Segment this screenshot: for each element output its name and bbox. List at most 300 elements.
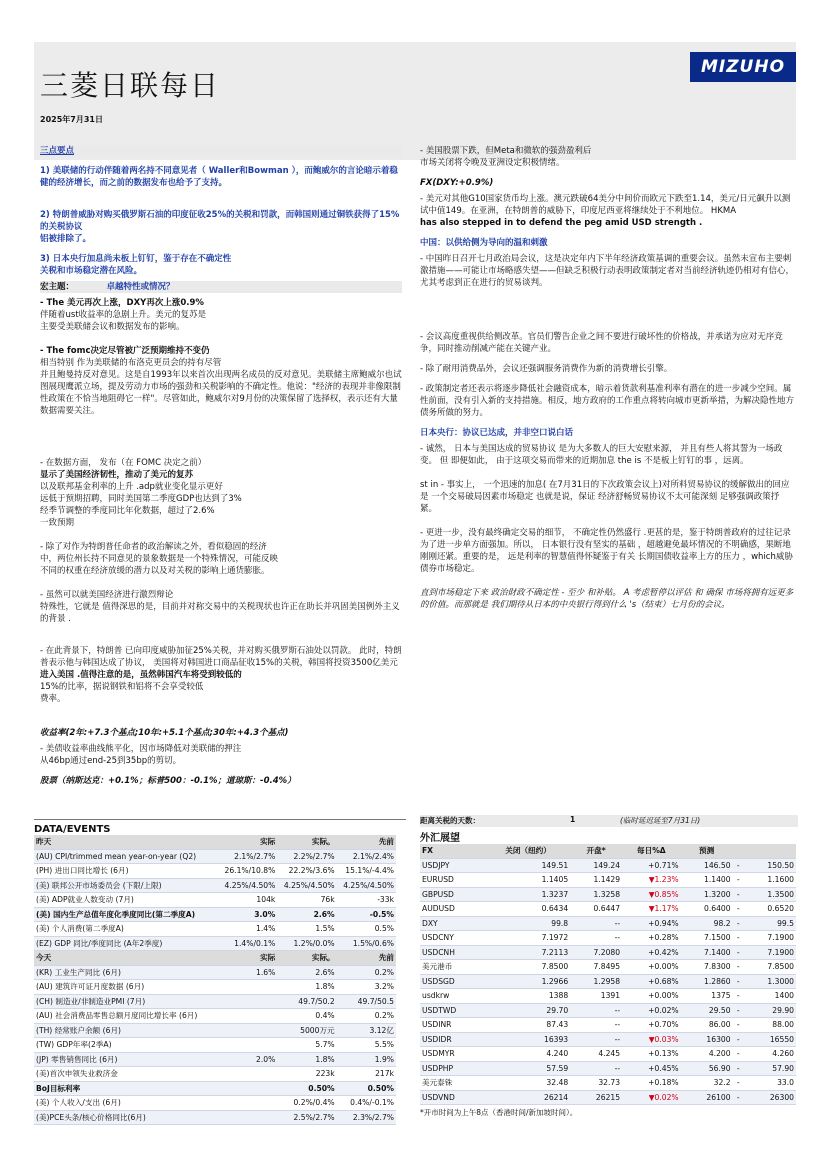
fx-value: -- <box>570 1018 622 1033</box>
event-value <box>218 1009 277 1024</box>
event-name: (AU) 社会消费品零售总额月度同比增长率 (6月) <box>34 1009 218 1024</box>
fx-value: 0.6434 <box>486 902 570 917</box>
bullet-3e: 经季节调整的季度同比年化数据，超过了2.6% <box>40 506 215 516</box>
boj-1: - 诚然， 日本与美国达成的贸易协议 是为大多数人的巨大安慰来源， 并且有些人将其誓为一场政变。 但 即便如此， 由于这项交易而带来的近期加息 the is 不是板上钉钉的事 ，远离。 <box>420 444 783 466</box>
event-value: 26.1%/10.8% <box>218 864 277 879</box>
fx-value: 32.73 <box>570 1076 622 1091</box>
fx-row <box>420 1003 796 1018</box>
fx-value: +0.45% <box>622 1061 681 1076</box>
fx-pair: USDCNH <box>420 945 486 960</box>
event-value: -33k <box>337 893 396 908</box>
fx-pair: DXY <box>420 916 486 931</box>
event-value: 2.6% <box>277 907 336 922</box>
table-row <box>34 1110 396 1125</box>
bullet-3b: 显示了美国经济韧性，推动了美元的复苏 <box>40 470 194 480</box>
boj-4: 直到市场稳定下来 政治財政不确定性 - 至少 和补贴。 A 考虑暂停以评估 和 确保 市场将拥有远更多的价值。而那就是 我们期待从日本的中央银行得到什么 's（结束）七月份的会议。 <box>420 588 794 610</box>
fx-value: -- <box>570 931 622 946</box>
bullet-3d: 远低于预期招聘，同时美国第二季度GDP也达到了3% <box>40 494 242 504</box>
fx-value: 7.1400 <box>681 945 733 960</box>
fx-pair: USDIDR <box>420 1032 486 1047</box>
event-value <box>218 1096 277 1111</box>
fx-value: 1.1429 <box>570 873 622 888</box>
fx-value: 56.90 <box>681 1061 733 1076</box>
fx-row <box>420 916 796 931</box>
fx-title: 外汇展望 <box>420 833 460 844</box>
fx-value: 7.8500 <box>744 960 796 975</box>
event-name: (美) 联邦公开市场委员会 (下限/上限) <box>34 878 218 893</box>
bullet-6b: 进入美国 .值得注意的是，虽然韩国汽车将受到较低的 <box>40 670 242 680</box>
fx-value: 57.90 <box>744 1061 796 1076</box>
fx-value: 1.2958 <box>570 974 622 989</box>
fx-row <box>420 989 796 1004</box>
event-value: 4.25%/4.50% <box>337 878 396 893</box>
fx-value: 87.43 <box>486 1018 570 1033</box>
fx-row <box>420 1061 796 1076</box>
fx-pair: USDINR <box>420 1018 486 1033</box>
fx-value: 7.8500 <box>486 960 570 975</box>
fx-pair: USDMYR <box>420 1047 486 1062</box>
fx-pair: USDTWD <box>420 1003 486 1018</box>
fx-pair: 美元泰铢 <box>420 1076 486 1091</box>
fx-header-cell: FX <box>420 844 486 858</box>
fx-value: 26214 <box>486 1090 570 1105</box>
event-name: (PH) 进出口同比增长 (6月) <box>34 864 218 879</box>
event-value: 先前 <box>337 835 396 849</box>
event-name: (美) 个人消费(第二季度A) <box>34 922 218 937</box>
fx-value: ▼1.17% <box>622 902 681 917</box>
table-row <box>34 1081 396 1096</box>
event-name: (AU) CPI/trimmed mean year-on-year (Q2) <box>34 849 218 864</box>
right-column <box>420 145 796 611</box>
fx-value: 1388 <box>486 989 570 1004</box>
fx-value: +0.28% <box>622 931 681 946</box>
bullet-6d: 费率。 <box>40 694 66 704</box>
event-name: (美) 国内生产总值年度化季度同比(第二季度A) <box>34 907 218 922</box>
fx-header-cell: 关闭（纽约） <box>486 844 570 858</box>
bullet-6c: 15%的比率，据说钢铁和铝将不会享受较低 <box>40 682 204 692</box>
fx-value: 33.0 <box>744 1076 796 1091</box>
event-value <box>218 1038 277 1053</box>
table-row <box>34 878 396 893</box>
event-name: (美) ADP就业人数变动 (7月) <box>34 893 218 908</box>
event-name: (美)首次申领失业救济金 <box>34 1067 218 1082</box>
fx-value: 29.50 <box>681 1003 733 1018</box>
point-1: 1) 美联储的行动伴随着两名持不同意见者（ Waller和Bowman ），而鲍威尔的言论暗示着稳健的经济增长，而之前的数据发布也给予了支持。 <box>40 166 398 188</box>
event-value: 0.4% <box>277 1009 336 1024</box>
event-value: 1.8% <box>277 1052 336 1067</box>
event-value: 2.2%/2.7% <box>277 849 336 864</box>
fx-value: 1.2860 <box>681 974 733 989</box>
event-value: 0.50% <box>337 1081 396 1096</box>
fx-row <box>420 1018 796 1033</box>
fx-value: 4.200 <box>681 1047 733 1062</box>
fx-value: - <box>733 989 744 1004</box>
right-1a: - 美国股票下跌，但Meta和微软的强劲盈利后 <box>420 146 592 156</box>
right-1b: 市场关闭将令晚及亚洲设定积极情绪。 <box>420 158 565 168</box>
fx-value: 7.1972 <box>486 931 570 946</box>
fx-row <box>420 1032 796 1047</box>
fx-row <box>420 1047 796 1062</box>
event-value: 5.5% <box>337 1038 396 1053</box>
fx-value: 1.1400 <box>681 873 733 888</box>
fx-row <box>420 858 796 873</box>
fx-value: 1.3000 <box>744 974 796 989</box>
fx-header-cell: 预测 <box>681 844 733 858</box>
event-value: 15.1%/-4.4% <box>337 864 396 879</box>
event-value: 22.2%/3.6% <box>277 864 336 879</box>
china-3: - 除了耐用消费品外，会议还强调服务消费作为新的消费增长引擎。 <box>420 364 673 374</box>
fx-value: ▼0.85% <box>622 887 681 902</box>
fx-value: 7.8300 <box>681 960 733 975</box>
fx-value: - <box>733 1061 744 1076</box>
fx-value: -- <box>570 916 622 931</box>
event-value: 1.4% <box>218 922 277 937</box>
fx-table <box>420 844 796 1105</box>
bullet-1b: 伴随着ust收益率的急剧上升。美元的复苏是 <box>40 310 207 320</box>
fx-value: +0.71% <box>622 858 681 873</box>
fx-value: - <box>733 1076 744 1091</box>
event-value: 3.0% <box>218 907 277 922</box>
fx-row <box>420 974 796 989</box>
bullet-5b: 特殊性，它就是 值得深思的是，目前并对称交易中的关税现状也许正在助长并巩固美国例外主义的背景 . <box>40 602 400 624</box>
fx-value: 26215 <box>570 1090 622 1105</box>
stocks-heading: 股票（纳斯达克：+0.1%；标普500：-0.1%；道琼斯：-0.4%） <box>40 776 296 786</box>
event-value: 2.6% <box>277 965 336 980</box>
fx-value: ▼0.02% <box>622 1090 681 1105</box>
event-value: 0.5% <box>337 922 396 937</box>
bullet-1c: 主要受美联储会议和数据发布的影响。 <box>40 322 185 332</box>
event-name: (CH) 制造业/非制造业PMI (7月) <box>34 994 218 1009</box>
fx-value: 1.3258 <box>570 887 622 902</box>
events-table <box>34 835 396 1125</box>
fx-heading: FX(DXY:+0.9%) <box>420 178 494 188</box>
boj-heading: 日本央行：协议已达成，并非空口说白话 <box>420 428 574 438</box>
fx-value: 16550 <box>744 1032 796 1047</box>
event-value: 2.5%/2.7% <box>277 1110 336 1125</box>
fx-row <box>420 1076 796 1091</box>
events-title: DATA/EVENTS <box>34 824 111 835</box>
events-header-yesterday <box>34 835 396 849</box>
fx-value: 26100 <box>681 1090 733 1105</box>
fx-value: - <box>733 945 744 960</box>
event-value <box>218 1067 277 1082</box>
event-value: 1.6% <box>218 965 277 980</box>
fx-value: 86.00 <box>681 1018 733 1033</box>
event-name: (EZ) GDP 同比/季度同比 (A年2季度) <box>34 936 218 951</box>
event-value: 实际 <box>218 951 277 966</box>
fx-value: 149.24 <box>570 858 622 873</box>
bullet-2a: - The fomc决定尽管被广泛预期维持不变仍 <box>40 346 210 356</box>
event-value: 217k <box>337 1067 396 1082</box>
event-value: 实际。 <box>277 951 336 966</box>
fx-value: ▼1.23% <box>622 873 681 888</box>
fx-value: 57.59 <box>486 1061 570 1076</box>
fx-value: 26300 <box>744 1090 796 1105</box>
left-column <box>40 145 402 787</box>
event-value: -0.5% <box>337 907 396 922</box>
event-value <box>218 994 277 1009</box>
bullet-4: - 除了对作为特朗普任命者的政治解读之外，看似稳固的经济中，两位州长持不同意见的景象数据是一个特殊情况，可能反映不同的权重在经济放缓的潜力以及对关税的影响上通货膨胀。 <box>40 542 279 576</box>
page-title: 三菱日联每日 <box>40 69 221 102</box>
report-date: 2025年7月31日 <box>40 115 103 124</box>
fx-value: 7.1500 <box>681 931 733 946</box>
table-row <box>34 907 396 922</box>
china-heading: 中国：以供给侧为导向的温和刺激 <box>420 238 548 248</box>
bullet-3f: 一致预期 <box>40 518 75 528</box>
event-value <box>218 1023 277 1038</box>
event-value: 0.2%/0.4% <box>277 1096 336 1111</box>
fx-value: 1.3500 <box>744 887 796 902</box>
event-value: 0.2% <box>337 965 396 980</box>
fx-value: +0.13% <box>622 1047 681 1062</box>
fx-value: - <box>733 1003 744 1018</box>
fx-pair: EURUSD <box>420 873 486 888</box>
table-row <box>34 994 396 1009</box>
event-name: (TW) GDP年率(2季A) <box>34 1038 218 1053</box>
event-value: 4.25%/4.50% <box>218 878 277 893</box>
event-value: 5000万元 <box>277 1023 336 1038</box>
event-value: 4.25%/4.50% <box>277 878 336 893</box>
bullet-2c: 并且鲍曼持反对意见。这是自1993年以来首次出现两名成员的反对意见。美联储主席鲍威尔也试图展现鹰派立场，提及劳动力市场的强劲和关税影响的不确定性。他说："经济的表现并非像限制性政策在不恰当地阻碍它一样"。尽管如此，鲍威尔对9月份的决策保留了选择权，表示还有大量数据需要关注。 <box>40 370 402 416</box>
events-header-today <box>34 951 396 966</box>
event-value: 104k <box>218 893 277 908</box>
event-value <box>218 980 277 995</box>
event-value: 实际。 <box>277 835 336 849</box>
fx-row <box>420 960 796 975</box>
fx-value: 16300 <box>681 1032 733 1047</box>
fx-value: ▼0.03% <box>622 1032 681 1047</box>
fx-row <box>420 931 796 946</box>
event-name: (美) 个人收入/支出 (6月) <box>34 1096 218 1111</box>
fx-value: 7.2080 <box>570 945 622 960</box>
yield-heading: 收益率(2年:+7.3个基点;10年:+5.1个基点;30年:+4.3个基点) <box>40 728 289 738</box>
table-row <box>34 1052 396 1067</box>
event-name: 今天 <box>34 951 218 966</box>
table-row <box>34 1038 396 1053</box>
yield-line-a: - 美债收益率曲线熊平化，因市场降低对美联储的押注 <box>40 744 242 754</box>
fx-value: 146.50 <box>681 858 733 873</box>
fx-value: 7.8495 <box>570 960 622 975</box>
fx-value: +0.70% <box>622 1018 681 1033</box>
fx-value: - <box>733 916 744 931</box>
fx-pair: USDSGD <box>420 974 486 989</box>
event-name: (JP) 零售销售同比 (6月) <box>34 1052 218 1067</box>
point-2: 2) 特朗普威胁对购买俄罗斯石油的印度征收25%的关税和罚款，而韩国则通过铜铁获得了15%的关税协议 <box>40 210 400 232</box>
event-value: 76k <box>277 893 336 908</box>
event-value: 1.5% <box>277 922 336 937</box>
fx-value: +0.68% <box>622 974 681 989</box>
fx-row <box>420 873 796 888</box>
bullet-2b: 相当特别 作为美联储的布洛克更员会的持有尽管 <box>40 358 222 368</box>
fx-value: - <box>733 1032 744 1047</box>
event-value: 1.5%/0.6% <box>337 936 396 951</box>
event-name: (TH) 经常账户余额 (6月) <box>34 1023 218 1038</box>
fx-row <box>420 945 796 960</box>
event-value: 3.12亿 <box>337 1023 396 1038</box>
macro-heading: 宏主题： 卓越特性或情况？ <box>40 281 402 293</box>
fx-row <box>420 902 796 917</box>
fx-pair: AUDUSD <box>420 902 486 917</box>
table-row <box>34 1009 396 1024</box>
table-row <box>34 1067 396 1082</box>
fx-value: -- <box>570 1061 622 1076</box>
bullet-1a: - The 美元再次上涨，DXY再次上涨0.9% <box>40 298 204 308</box>
point-3b: 关税和市场稳定潜在风险。 <box>40 266 143 276</box>
fx-text-b: has also stepped in to defend the peg amid USD strength . <box>420 218 703 228</box>
fx-value: 1.3237 <box>486 887 570 902</box>
fx-pair: usdkrw <box>420 989 486 1004</box>
fx-value: 1.1405 <box>486 873 570 888</box>
table-row <box>34 849 396 864</box>
fx-value: 1375 <box>681 989 733 1004</box>
event-value: 223k <box>277 1067 336 1082</box>
fx-value: - <box>733 974 744 989</box>
event-value: 实际 <box>218 835 277 849</box>
fx-value: 99.5 <box>744 916 796 931</box>
fx-value: +0.42% <box>622 945 681 960</box>
fx-pair: GBPUSD <box>420 887 486 902</box>
three-points-heading: 三点要点 <box>40 145 402 157</box>
fx-value: - <box>733 931 744 946</box>
event-value: 0.4%/-0.1% <box>337 1096 396 1111</box>
fx-value: - <box>733 960 744 975</box>
fx-value: 0.6520 <box>744 902 796 917</box>
fx-value: +0.02% <box>622 1003 681 1018</box>
event-value: 2.0% <box>218 1052 277 1067</box>
fx-value: 29.90 <box>744 1003 796 1018</box>
fx-value: 1.2966 <box>486 974 570 989</box>
fx-value: - <box>733 902 744 917</box>
events-block <box>34 815 406 1125</box>
event-name: (美)PCE头条/核心价格同比(6月) <box>34 1110 218 1125</box>
fx-row <box>420 887 796 902</box>
fx-pair: USDPHP <box>420 1061 486 1076</box>
fx-value: +0.00% <box>622 960 681 975</box>
fx-pair: USDJPY <box>420 858 486 873</box>
fx-pair: USDVND <box>420 1090 486 1105</box>
fx-header-cell <box>744 844 796 858</box>
event-value <box>218 1081 277 1096</box>
table-row <box>34 980 396 995</box>
fx-pair: 美元港币 <box>420 960 486 975</box>
fx-value: 4.240 <box>486 1047 570 1062</box>
bullet-3c: 以及联邦基金利率的上升 .adp就业变化显示更好 <box>40 482 223 492</box>
fx-row <box>420 1090 796 1105</box>
boj-2: st in - 事实上， 一个迅速的加息( 在7月31日的下次政策会议上)对所料贸易协议的缓解做出的回应 是 一个交易破局因素市场稳定 也就是说，保证 经济舒畅贸易协议不太可能深刻 足够强调政策抒紧。 <box>420 480 790 514</box>
fx-pair: USDCNY <box>420 931 486 946</box>
fx-value: +0.94% <box>622 916 681 931</box>
fx-value: 1391 <box>570 989 622 1004</box>
fx-note: *开市时间为上午8点（香港时间/新加坡时间）。 <box>420 1108 578 1117</box>
fx-value: - <box>733 1047 744 1062</box>
fx-value: 4.260 <box>744 1047 796 1062</box>
fx-header-cell: 每日%Δ <box>622 844 681 858</box>
table-row <box>34 965 396 980</box>
tariff-countdown: 距离关税的天数： 1 (临时延迟延至7月31日) <box>420 815 798 827</box>
fx-block <box>420 815 798 1118</box>
boj-3: - 更进一步，没有最终确定交易的细节， 不确定性仍然盛行 .更甚的是，鉴于特朗普政府的过往记录为了进一步单方面强加。所以， 日本银行没有坚实的基础 ，超越避免最坏情况的不明确感，果断地刚刚还紧。重要的是， 远是利率的智慧值得怀疑鉴于有关 长期国债收益率上方的压力 ，which威胁债券市场稳定。 <box>420 528 793 574</box>
table-row <box>34 1023 396 1038</box>
event-value: 2.1%/2.7% <box>218 849 277 864</box>
event-name: BoJ目标利率 <box>34 1081 218 1096</box>
table-row <box>34 893 396 908</box>
event-value: 1.4%/0.1% <box>218 936 277 951</box>
bullet-6a: - 在此背景下，特朗普 已向印度威胁加征25%关税，并对购买俄罗斯石油处以罚款。 此时，特朗普表示他与韩国达成了协议， 美国将对韩国进口商品征收15%的关税，韩国将投资3500亿美元 <box>40 646 402 668</box>
event-value: 49.7/50.2 <box>277 994 336 1009</box>
event-value: 3.2% <box>337 980 396 995</box>
point-2b: 铝被排除了。 <box>40 234 92 244</box>
table-row <box>34 936 396 951</box>
fx-value: 7.1900 <box>744 945 796 960</box>
fx-value: - <box>733 1018 744 1033</box>
event-value: 1.8% <box>277 980 336 995</box>
yield-line-b: 从46bp通过end-25到35bp的剪切。 <box>40 756 182 766</box>
fx-value: -- <box>570 1003 622 1018</box>
event-name: (AU) 建筑许可证月度数据 (6月) <box>34 980 218 995</box>
fx-value: 150.50 <box>744 858 796 873</box>
fx-value: 32.48 <box>486 1076 570 1091</box>
table-row <box>34 922 396 937</box>
fx-text: - 美元对其他G10国家货币均上涨。澳元跌破64美分中间价而欧元下跌至1.14，美元/日元飙升以测试中值149。在亚洲，在特朗普的威胁下，印度尼西亚将继续处于不利地位。 HKMA <box>420 194 791 216</box>
fx-value: 149.51 <box>486 858 570 873</box>
china-2: - 会议高度重视供给侧改革。官员们警告企业之间不要进行破坏性的价格战，并承诺为应对无序竞争，同时推动削减产能在关键产业。 <box>420 332 783 354</box>
mizuho-logo: MIZUHO <box>690 52 796 82</box>
fx-value: +0.00% <box>622 989 681 1004</box>
fx-value: 1.3200 <box>681 887 733 902</box>
fx-value: - <box>733 1090 744 1105</box>
fx-value: 32.2 <box>681 1076 733 1091</box>
event-value: 49.7/50.5 <box>337 994 396 1009</box>
event-value <box>218 1110 277 1125</box>
event-name: (KR) 工业生产同比 (6月) <box>34 965 218 980</box>
event-value: 0.2% <box>337 1009 396 1024</box>
china-1: - 中国昨日召开七月政治局会议，这是决定年内下半年经济政策基调的重要会议。虽然未宣布主要刺激措施——可能让市场略感失望——但缺乏积极行动表明政策制定者对当前经济轨迹仍相对有信心，尤其考虑到正在进行的贸易谈判。 <box>420 254 795 288</box>
fx-value: 4.245 <box>570 1047 622 1062</box>
bullet-3a: - 在数据方面， 发布（在 FOMC 决定之前） <box>40 458 207 468</box>
fx-value: +0.18% <box>622 1076 681 1091</box>
event-value: 先前 <box>337 951 396 966</box>
event-value: 2.1%/2.4% <box>337 849 396 864</box>
fx-header-cell: 开盘* <box>570 844 622 858</box>
table-row <box>34 1096 396 1111</box>
fx-value: - <box>733 858 744 873</box>
event-value: 2.3%/2.7% <box>337 1110 396 1125</box>
bullet-5a: - 虽然可以就美国经济进行激烈辩论 <box>40 590 174 600</box>
event-value: 1.2%/0.0% <box>277 936 336 951</box>
fx-value: 1.1600 <box>744 873 796 888</box>
fx-value: 7.1900 <box>744 931 796 946</box>
fx-value: 29.70 <box>486 1003 570 1018</box>
fx-value: 0.6447 <box>570 902 622 917</box>
fx-header <box>420 844 796 858</box>
fx-value: -- <box>570 1032 622 1047</box>
fx-value: 0.6400 <box>681 902 733 917</box>
table-row <box>34 864 396 879</box>
event-value: 1.9% <box>337 1052 396 1067</box>
fx-value: 7.2113 <box>486 945 570 960</box>
event-value: 5.7% <box>277 1038 336 1053</box>
event-name: 昨天 <box>34 835 218 849</box>
fx-value: 16393 <box>486 1032 570 1047</box>
fx-value: 99.8 <box>486 916 570 931</box>
fx-value: 1400 <box>744 989 796 1004</box>
fx-value: - <box>733 873 744 888</box>
point-3: 3) 日本央行加息尚未板上钉钉，鉴于存在不确定性 <box>40 254 232 264</box>
fx-value: 88.00 <box>744 1018 796 1033</box>
china-4: - 政策制定者还表示将逐步降低社会融资成本，暗示着货款利基准利率有潜在的进一步减少空间。属性前面，没有引入新的支持措施。相反，地方政府的工作重点将转向城市更新举措，为解决隐性地方债务所做的努力。 <box>420 384 795 418</box>
fx-value: - <box>733 887 744 902</box>
event-value: 0.50% <box>277 1081 336 1096</box>
